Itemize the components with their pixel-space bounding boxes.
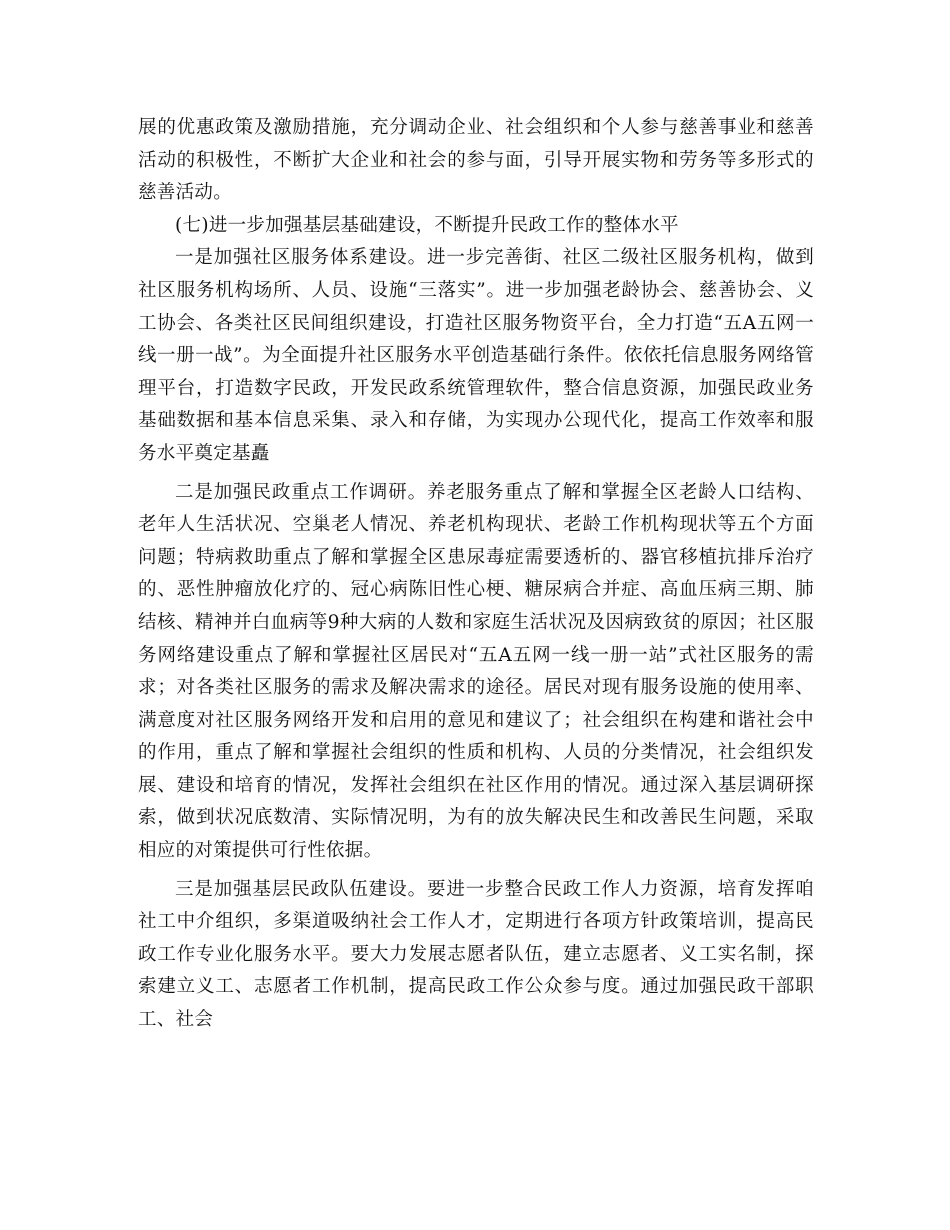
- section-heading: (七)进一步加强基层基础建设，不断提升民政工作的整体水平: [175, 214, 679, 236]
- paragraph-team-building: 三是加强基层民政队伍建设。要进一步整合民政工作人力资源，培育发挥咱社工中介组织，多渠道吸纳社会工作人才，定期进行各项方针政策培训，提高民政工作专业化服务水平。要大力发展志愿者队伍，建立志愿者、义工实名制，探索建立义工、志愿者工作机制，提高民政工作公众参与度。通过加强民政干部职工、社会: [138, 878, 814, 1031]
- document-body: [138, 112, 814, 1037]
- paragraph-research: 二是加强民政重点工作调研。养老服务重点了解和掌握全区老龄人口结构、老年人生活状况、空巢老人情况、养老机构现状、老龄工作机构现状等五个方面问题；特病救助重点了解和掌握全区患尿毒症需要透析的、器官移植抗排斥治疗的、恶性肿瘤放化疗的、冠心病陈旧性心梗、糖尿病合并症、高血压病三期、肺结核、精神并白血病等9种大病的人数和家庭生活状况及因病致贫的原因；社区服务网络建设重点了解和掌握社区居民对“五A五网一线一册一站”式社区服务的需求；对各类社区服务的需求及解决需求的途径。居民对现有服务设施的使用率、满意度对社区服务网络开发和启用的意见和建议了；社会组织在构建和谐社会中的作用，重点了解和掌握社会组织的性质和机构、人员的分类情况，社会组织发展、建设和培育的情况，发挥社会组织在社区作用的情况。通过深入基层调研探索，做到状况底数清、实际情况明，为有的放失解决民生和改善民生问题，采取相应的对策提供可行性依据。: [138, 481, 814, 862]
- paragraph-continuation: 展的优惠政策及激励措施，充分调动企业、社会组织和个人参与慈善事业和慈善活动的积极性，不断扩大企业和社会的参与面，引导开展实物和劳务等多形式的慈善活动。: [138, 117, 814, 204]
- paragraph-community-service: 一是加强社区服务体系建设。进一步完善街、社区二级社区服务机构，做到社区服务机构场所、人员、设施“三落实”。进一步加强老龄协会、慈善协会、义工协会、各类社区民间组织建设，打造社区服务物资平台，全力打造“五A五网一线一册一战”。为全面提升社区服务水平创造基础行条件。依依托信息服务网络管理平台，打造数字民政，开发民政系统管理软件，整合信息资源，加强民政业务基础数据和基本信息采集、录入和存储，为实现办公现代化，提高工作效率和服务水平奠定基矗: [138, 247, 814, 464]
